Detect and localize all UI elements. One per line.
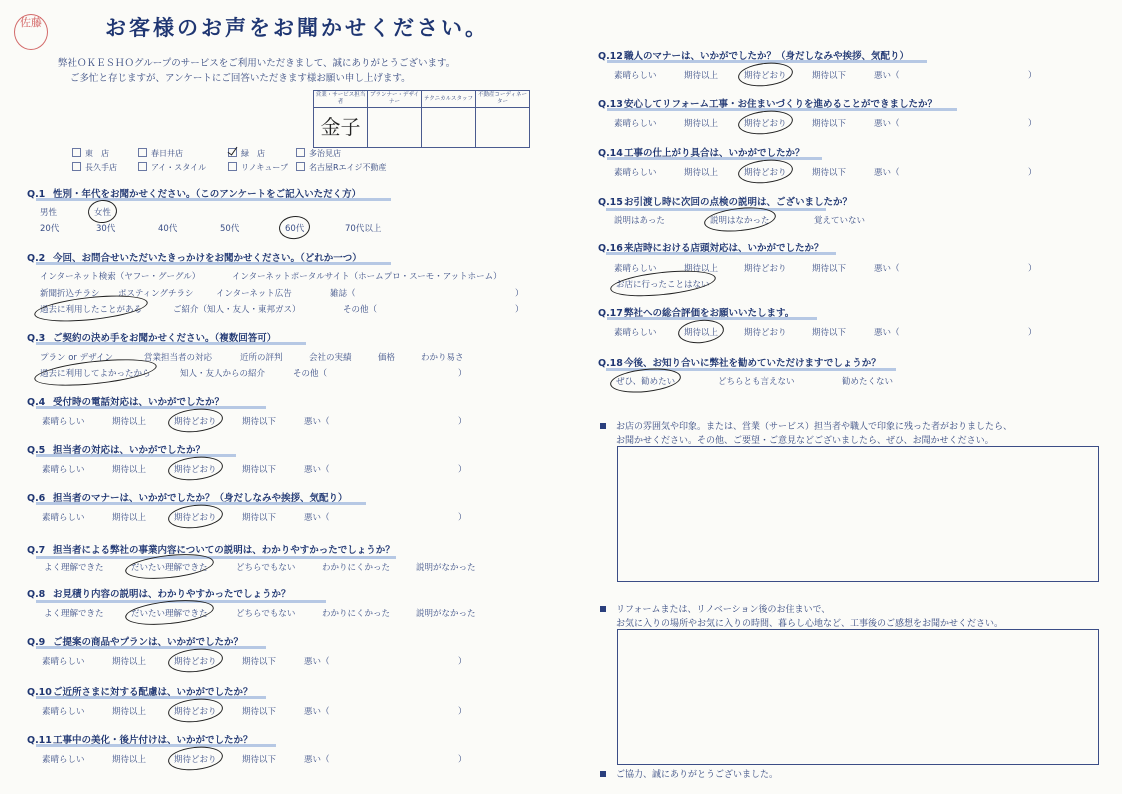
option-excellent[interactable]: 素晴らしい	[614, 264, 657, 274]
option-bad[interactable]: 悪い（	[304, 755, 330, 765]
option-referral[interactable]: ご紹介（知人・友人・東邦ガス）	[173, 305, 301, 315]
option-excellent[interactable]: 素晴らしい	[614, 119, 657, 129]
option-excellent[interactable]: 素晴らしい	[42, 755, 85, 765]
option-price[interactable]: 価格	[378, 353, 396, 363]
option-as-expected[interactable]: 期待どおり	[744, 328, 787, 338]
option-male[interactable]: 男性	[40, 208, 58, 218]
option-as-expected[interactable]: 期待どおり	[744, 264, 787, 274]
intro-line-1: 弊社ＯＫＥＳＨＯグループのサービスをご利用いただきまして、誠にありがとうございます。	[58, 58, 456, 69]
option-mostly-understood-selected[interactable]: だいたい理解できた	[131, 609, 208, 619]
staff-header-sales: 営業・サービス担当者	[314, 91, 368, 108]
square-bullet-icon	[600, 606, 606, 612]
option-past-use-selected[interactable]: 過去に利用したことがある	[40, 305, 143, 315]
option-undecided[interactable]: どちらとも言えない	[718, 377, 795, 387]
question-q14: Q.14工事の仕上がり具合は、いかがでしたか？	[598, 148, 805, 159]
option-recommend-selected[interactable]: ぜひ、勧めたい	[616, 377, 676, 387]
option-below-expectation[interactable]: 期待以下	[242, 465, 277, 475]
option-understood-well[interactable]: よく理解できた	[44, 609, 104, 619]
option-as-expected-selected[interactable]: 期待どおり	[174, 417, 217, 427]
option-as-expected-selected[interactable]: 期待どおり	[174, 755, 217, 765]
option-excellent[interactable]: 素晴らしい	[42, 417, 85, 427]
option-dont-remember[interactable]: 覚えていない	[814, 216, 866, 226]
store-option[interactable]: リノキューブ	[228, 162, 296, 173]
option-above-expectation[interactable]: 期待以上	[112, 755, 147, 765]
option-as-expected-selected[interactable]: 期待どおり	[174, 657, 217, 667]
option-age[interactable]: 50代	[220, 224, 240, 234]
option-bad[interactable]: 悪い（	[304, 707, 330, 717]
option-above-expectation[interactable]: 期待以上	[684, 71, 719, 81]
question-q15: Q.15お引渡し時に次回の点検の説明は、ございましたか？	[598, 197, 853, 208]
option-excellent[interactable]: 素晴らしい	[614, 328, 657, 338]
staff-cell-empty	[476, 108, 530, 148]
paren-close: ）	[1028, 328, 1037, 338]
question-q5: Q.5 担当者の対応は、いかがでしたか？	[27, 445, 206, 456]
option-below-expectation[interactable]: 期待以下	[812, 71, 847, 81]
option-below-expectation[interactable]: 期待以下	[242, 755, 277, 765]
option-age[interactable]: 40代	[158, 224, 178, 234]
staff-table	[313, 90, 530, 148]
option-below-expectation[interactable]: 期待以下	[242, 417, 277, 427]
paren-close: ）	[458, 707, 467, 717]
option-neutral[interactable]: どちらでもない	[236, 609, 296, 619]
checkbox-icon[interactable]	[72, 148, 81, 157]
option-never-visited-selected[interactable]: お店に行ったことはない	[616, 280, 710, 290]
paren-close: ）	[1028, 264, 1037, 274]
option-mostly-understood-selected[interactable]: だいたい理解できた	[131, 563, 208, 573]
page-title: お客様のお声をお聞かせください。	[105, 16, 489, 40]
option-bad[interactable]: 悪い（	[874, 168, 900, 178]
paren-close: ）	[458, 465, 467, 475]
checkbox-icon[interactable]	[296, 162, 305, 171]
paren-close: ）	[458, 513, 467, 523]
checkbox-icon[interactable]	[138, 148, 147, 157]
checkbox-icon[interactable]	[296, 148, 305, 157]
option-hard-to-understand[interactable]: わかりにくかった	[322, 563, 391, 573]
option-bad[interactable]: 悪い（	[304, 417, 330, 427]
store-option[interactable]: 東 店	[72, 148, 138, 159]
staff-cell-empty	[422, 108, 476, 148]
question-q18: Q.18今後、お知り合いに弊社を勧めていただけますでしょうか？	[598, 358, 881, 369]
option-as-expected-selected[interactable]: 期待どおり	[174, 465, 217, 475]
store-option[interactable]: 長久手店	[72, 162, 138, 173]
comment1-box[interactable]	[617, 446, 1099, 582]
paren-close: ）	[458, 369, 467, 379]
option-below-expectation[interactable]: 期待以下	[812, 328, 847, 338]
option-not-recommend[interactable]: 勧めたくない	[842, 377, 894, 387]
option-below-expectation[interactable]: 期待以下	[242, 513, 277, 523]
staff-header-technical: テクニカルスタッフ	[422, 91, 476, 108]
option-as-expected-selected[interactable]: 期待どおり	[174, 513, 217, 523]
option-no-explanation[interactable]: 説明がなかった	[416, 563, 476, 573]
question-underline	[36, 556, 396, 559]
question-q2: Q.2 今回、お問合せいただいたきっかけをお聞かせください。（どれか一つ）	[27, 253, 362, 264]
option-track-record[interactable]: 会社の実績	[309, 353, 352, 363]
question-q3: Q.3 ご契約の決め手をお聞かせください。（複数回答可）	[27, 333, 277, 344]
staff-cell-empty	[368, 108, 422, 148]
option-no-explanation[interactable]: 説明がなかった	[416, 609, 476, 619]
checkbox-icon[interactable]	[138, 162, 147, 171]
option-hard-to-understand[interactable]: わかりにくかった	[322, 609, 391, 619]
option-bad[interactable]: 悪い（	[304, 657, 330, 667]
option-sales-response[interactable]: 営業担当者の対応	[144, 353, 213, 363]
seal-stamp: 佐藤	[14, 14, 48, 50]
question-q17: Q.17弊社への総合評価をお願いいたします。	[598, 308, 795, 319]
option-below-expectation[interactable]: 期待以下	[812, 264, 847, 274]
option-above-expectation[interactable]: 期待以上	[112, 657, 147, 667]
option-female-selected[interactable]: 女性	[94, 208, 112, 218]
option-not-explained-selected[interactable]: 説明はなかった	[710, 216, 770, 226]
question-q10: Q.10ご近所さまに対する配慮は、いかがでしたか？	[27, 687, 253, 698]
option-bad[interactable]: 悪い（	[304, 513, 330, 523]
option-bad[interactable]: 悪い（	[304, 465, 330, 475]
paren-close: ）	[458, 657, 467, 667]
option-as-expected-selected[interactable]: 期待どおり	[174, 707, 217, 717]
option-clarity[interactable]: わかり易さ	[421, 353, 464, 363]
question-q12: Q.12職人のマナーは、いかがでしたか？（身だしなみや挨拶、気配り）	[598, 51, 910, 62]
paren-close: ）	[1028, 119, 1037, 129]
option-excellent[interactable]: 素晴らしい	[614, 168, 657, 178]
comment2-prompt-line1: リフォームまたは、リノベーション後のお住まいで、	[600, 602, 830, 615]
option-excellent[interactable]: 素晴らしい	[42, 657, 85, 667]
option-below-expectation[interactable]: 期待以下	[242, 707, 277, 717]
staff-header-planner: プランナー・デザイナー	[368, 91, 422, 108]
option-bad[interactable]: 悪い（	[874, 119, 900, 129]
question-q4: Q.4 受付時の電話対応は、いかがでしたか？	[27, 397, 225, 408]
option-other[interactable]: その他（	[343, 305, 378, 315]
option-neutral[interactable]: どちらでもない	[236, 563, 296, 573]
paren-close: ）	[1028, 71, 1037, 81]
option-above-expectation[interactable]: 期待以上	[684, 264, 719, 274]
checkbox-icon[interactable]	[228, 162, 237, 171]
option-bad[interactable]: 悪い（	[874, 264, 900, 274]
option-as-expected-selected[interactable]: 期待どおり	[744, 71, 787, 81]
option-below-expectation[interactable]: 期待以下	[242, 657, 277, 667]
question-q9: Q.9 ご提案の商品やプランは、いかがでしたか？	[27, 637, 244, 648]
option-below-expectation[interactable]: 期待以下	[812, 168, 847, 178]
option-portal-site[interactable]: インターネットポータルサイト（ホームプロ・スーモ・アットホーム）	[232, 272, 502, 282]
option-newspaper-flyer[interactable]: 新聞折込チラシ	[40, 289, 100, 299]
question-q8: Q.8 お見積り内容の説明は、わかりやすかったでしょうか？	[27, 589, 291, 600]
option-other[interactable]: その他（	[293, 369, 328, 379]
checkbox-icon[interactable]	[72, 162, 81, 171]
option-internet-ad[interactable]: インターネット広告	[216, 289, 292, 299]
option-bad[interactable]: 悪い（	[874, 328, 900, 338]
question-q7: Q.7 担当者による弊社の事業内容についての説明は、わかりやすかったでしょうか？	[27, 545, 395, 556]
store-option[interactable]: アイ・スタイル	[138, 162, 228, 173]
option-friend-referral[interactable]: 知人・友人からの紹介	[180, 369, 266, 379]
square-bullet-icon	[600, 423, 606, 429]
option-excellent[interactable]: 素晴らしい	[42, 465, 85, 475]
option-as-expected-selected[interactable]: 期待どおり	[744, 168, 787, 178]
square-bullet-icon	[600, 771, 606, 777]
option-bad[interactable]: 悪い（	[874, 71, 900, 81]
option-past-good-selected[interactable]: 過去に利用してよかったから	[40, 369, 151, 379]
option-above-expectation[interactable]: 期待以上	[112, 513, 147, 523]
comment1-prompt-line1: お店の雰囲気や印象。または、営業（サービス）担当者や職人で印象に残った者がおりましたら、	[600, 419, 1012, 432]
option-excellent[interactable]: 素晴らしい	[42, 513, 85, 523]
option-as-expected-selected[interactable]: 期待どおり	[744, 119, 787, 129]
paren-close: ）	[1028, 168, 1037, 178]
paren-close: ）	[515, 289, 524, 299]
store-option[interactable]: 名古屋Rエイジ不動産	[296, 162, 396, 173]
option-reputation[interactable]: 近所の評判	[240, 353, 283, 363]
option-magazine[interactable]: 雑誌（	[330, 289, 356, 299]
option-above-expectation[interactable]: 期待以上	[112, 465, 147, 475]
option-age[interactable]: 20代	[40, 224, 60, 234]
staff-header-realestate: 不動産コーディネーター	[476, 91, 530, 108]
question-q6: Q.6 担当者のマナーは、いかがでしたか？（身だしなみや挨拶、気配り）	[27, 493, 348, 504]
question-q16: Q.16来店時における店頭対応は、いかがでしたか？	[598, 243, 824, 254]
intro-line-2: ご多忙と存じますが、アンケートにご回答いただきます様お願い申し上げます。	[70, 73, 411, 84]
option-above-expectation-selected[interactable]: 期待以上	[684, 328, 719, 338]
question-q13: Q.13安心してリフォーム工事・お住まいづくりを進めることができましたか？	[598, 99, 938, 110]
comment2-box[interactable]	[617, 629, 1099, 765]
paren-close: ）	[458, 417, 467, 427]
checkbox-checked-icon[interactable]	[228, 148, 237, 157]
option-explained[interactable]: 説明はあった	[614, 216, 665, 226]
question-q1: Q.1 性別・年代をお聞かせください。（このアンケートをご記入いただく方）	[27, 189, 362, 200]
closing-message: ご協力、誠にありがとうございました。	[600, 767, 778, 780]
question-underline	[606, 208, 826, 211]
option-above-expectation[interactable]: 期待以上	[684, 119, 719, 129]
option-above-expectation[interactable]: 期待以上	[112, 417, 147, 427]
store-option[interactable]: 春日井店	[138, 148, 228, 159]
store-option[interactable]: 多治見店	[296, 148, 396, 159]
option-above-expectation[interactable]: 期待以上	[684, 168, 719, 178]
option-age-selected[interactable]: 60代	[285, 224, 305, 234]
comment1-prompt-line2: お聞かせください。その他、ご要望・ご意見などございましたら、ぜひ、お聞かせください。	[616, 436, 994, 446]
paren-close: ）	[515, 305, 524, 315]
question-q11: Q.11工事中の美化・後片付けは、いかがでしたか？	[27, 735, 253, 746]
option-plan-design[interactable]: プラン or デザイン	[40, 353, 114, 363]
option-age[interactable]: 70代以上	[345, 224, 382, 234]
store-checklist	[72, 148, 396, 173]
store-option[interactable]: 緑 店	[228, 148, 296, 159]
option-age[interactable]: 30代	[96, 224, 116, 234]
option-above-expectation[interactable]: 期待以上	[112, 707, 147, 717]
option-posting-flyer[interactable]: ポスティングチラシ	[118, 289, 194, 299]
staff-signature: 金子	[314, 108, 368, 148]
paren-close: ）	[458, 755, 467, 765]
option-internet-search[interactable]: インターネット検索（ヤフー・グーグル）	[40, 272, 201, 282]
option-excellent[interactable]: 素晴らしい	[614, 71, 657, 81]
option-excellent[interactable]: 素晴らしい	[42, 707, 85, 717]
option-understood-well[interactable]: よく理解できた	[44, 563, 104, 573]
comment2-prompt-line2: お気に入りの場所やお気に入りの時間、暮らし心地など、工事後のご感想をお聞かせください。	[616, 619, 1004, 629]
option-below-expectation[interactable]: 期待以下	[812, 119, 847, 129]
